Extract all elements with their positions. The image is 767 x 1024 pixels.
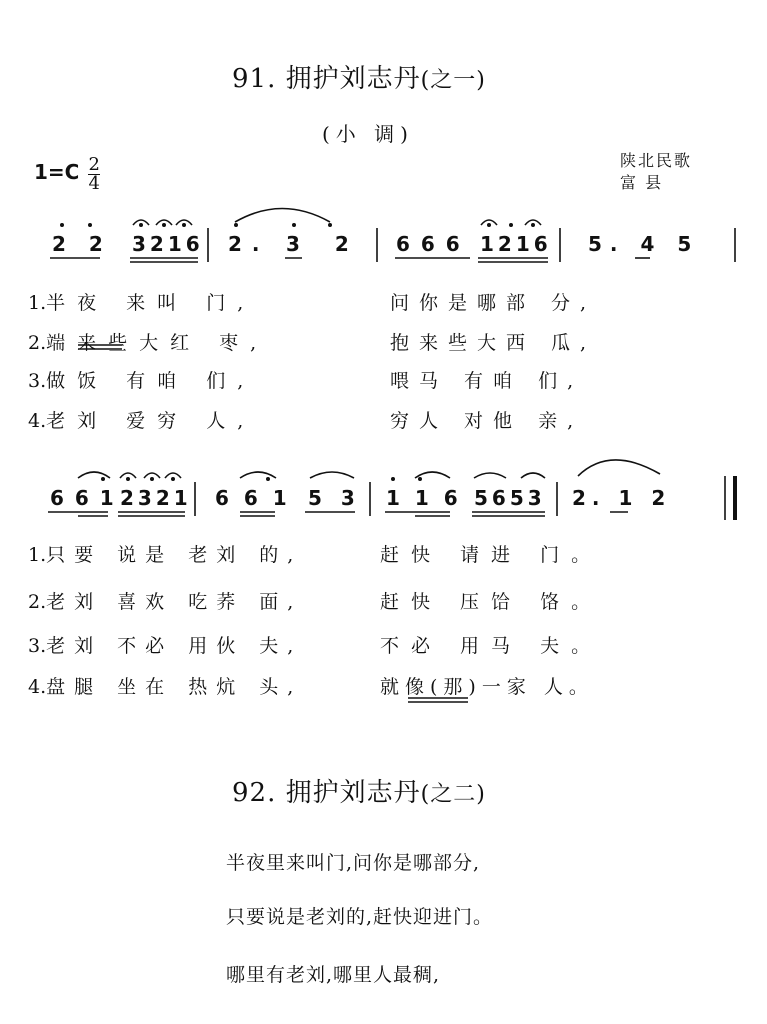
lyric-r2-1 — [28, 540, 302, 567]
song2-title-num: 92. — [232, 778, 277, 808]
slur — [310, 472, 354, 478]
octave-dot — [531, 223, 535, 227]
verse-number: 4. — [28, 676, 47, 698]
notes-r1-m1a: 2 2 — [52, 232, 111, 256]
song1-title-paren: (之一) — [420, 68, 486, 93]
notes-r1-m2a: 2. — [228, 232, 270, 256]
octave-dot — [234, 223, 238, 227]
octave-dot — [139, 223, 143, 227]
notes-r1-m3b: 1216 — [480, 232, 552, 256]
lyric-r1-2 — [28, 328, 268, 355]
lyric-r1-2b: 抱来些大西 瓜, — [390, 332, 597, 354]
notes-r1-m1b: 3216 — [132, 232, 204, 256]
octave-dot — [171, 477, 175, 481]
lyric-r1-1 — [28, 288, 255, 315]
lyric-phrase-a: 半夜 来叫 门, — [46, 292, 256, 314]
lyric-r1-4b: 穷人 对他 亲, — [390, 410, 584, 432]
lyric-r2-1b: 赶快 请进 门。 — [380, 544, 603, 566]
verse-number: 1. — [28, 544, 47, 566]
notes-r2-m3b: 5653 — [474, 486, 546, 510]
slur — [78, 472, 110, 478]
octave-dot — [292, 223, 296, 227]
lyric-phrase-a: 做饭 有咱 们, — [46, 370, 256, 392]
octave-dot — [328, 223, 332, 227]
octave-dot — [150, 477, 154, 481]
lyric-r2-3 — [28, 631, 302, 658]
song2-title-paren: (之二) — [420, 782, 486, 807]
octave-dot — [391, 477, 395, 481]
song2-title-main: 拥护刘志丹 — [285, 778, 421, 808]
poem-line-1: 半夜里来叫门,问你是哪部分, — [226, 852, 481, 874]
verse-number: 2. — [28, 591, 47, 613]
notes-r2-m2a: 6 6 1 — [215, 486, 291, 510]
octave-dot — [266, 477, 270, 481]
notes-r2-m1a: 6 6 1 — [50, 486, 116, 510]
octave-dot — [487, 223, 491, 227]
lyric-phrase-a: 老刘 爱穷 人, — [46, 410, 256, 432]
lyric-phrase-a: 只要 说是 老刘 的, — [46, 544, 303, 566]
time-top: 2 — [88, 154, 100, 175]
slur — [521, 473, 545, 478]
source-line2: 富 县 — [620, 173, 664, 192]
key-label: 1=C — [34, 160, 80, 184]
lyric-r2-2 — [28, 587, 302, 614]
slur — [578, 460, 660, 476]
notes-r1-m2b: 3 2 — [286, 232, 363, 256]
verse-number: 4. — [28, 410, 47, 432]
octave-dot — [418, 477, 422, 481]
octave-dot — [509, 223, 513, 227]
octave-dot — [162, 223, 166, 227]
lyric-phrase-a: 老刘 不必 用伙 夫, — [46, 635, 303, 657]
lyric-phrase-a: 盘腿 坐在 热炕 头, — [46, 676, 303, 698]
song2-title — [232, 772, 486, 809]
time-bottom: 4 — [88, 173, 100, 194]
octave-dot — [101, 477, 105, 481]
octave-dot — [126, 477, 130, 481]
song1-title-main: 拥护刘志丹 — [285, 64, 421, 94]
notes-r2-m4: 2. 1 2 — [572, 486, 672, 510]
verse-number: 2. — [28, 332, 47, 354]
lyric-r1-1b: 问你是哪部 分, — [390, 292, 597, 314]
notes-r2-m1b: 2321 — [120, 486, 192, 510]
octave-dot — [60, 223, 64, 227]
song1-title-num: 91. — [232, 64, 277, 94]
slur — [474, 473, 506, 478]
verse-number: 1. — [28, 292, 47, 314]
lyric-r2-2b: 赶快 压饸 饹。 — [380, 591, 603, 613]
slur — [235, 209, 330, 223]
notes-r1-m4: 5. 4 5 — [588, 232, 700, 256]
notes-r2-m3a: 1 1 6 — [386, 486, 462, 510]
lyric-r1-3 — [28, 366, 255, 393]
lyric-r1-4 — [28, 406, 255, 433]
song1-subtitle: (小 调) — [322, 122, 414, 146]
source-line1: 陕北民歌 — [620, 151, 693, 170]
poem-line-3: 哪里有老刘,哪里人最稠, — [226, 964, 441, 986]
poem-line-2: 只要说是老刘的,赶快迎进门。 — [226, 906, 494, 928]
lyric-phrase-a: 老刘 喜欢 吃荞 面, — [46, 591, 303, 613]
lyric-r2-4b: 就像(那)一家 人。 — [380, 676, 594, 698]
lyric-r1-3b: 喂马 有咱 们, — [390, 370, 584, 392]
notes-r1-m3a: 6 6 6 — [396, 232, 462, 256]
lyric-r2-3b: 不必 用马 夫。 — [380, 635, 603, 657]
verse-number: 3. — [28, 370, 47, 392]
lyric-r2-4 — [28, 672, 302, 699]
notes-r2-m2b: 5 3 — [308, 486, 361, 510]
octave-dot — [182, 223, 186, 227]
octave-dot — [88, 223, 92, 227]
lyric-phrase-a: 端来些大红 枣, — [46, 332, 269, 354]
slur — [240, 472, 276, 478]
verse-number: 3. — [28, 635, 47, 657]
